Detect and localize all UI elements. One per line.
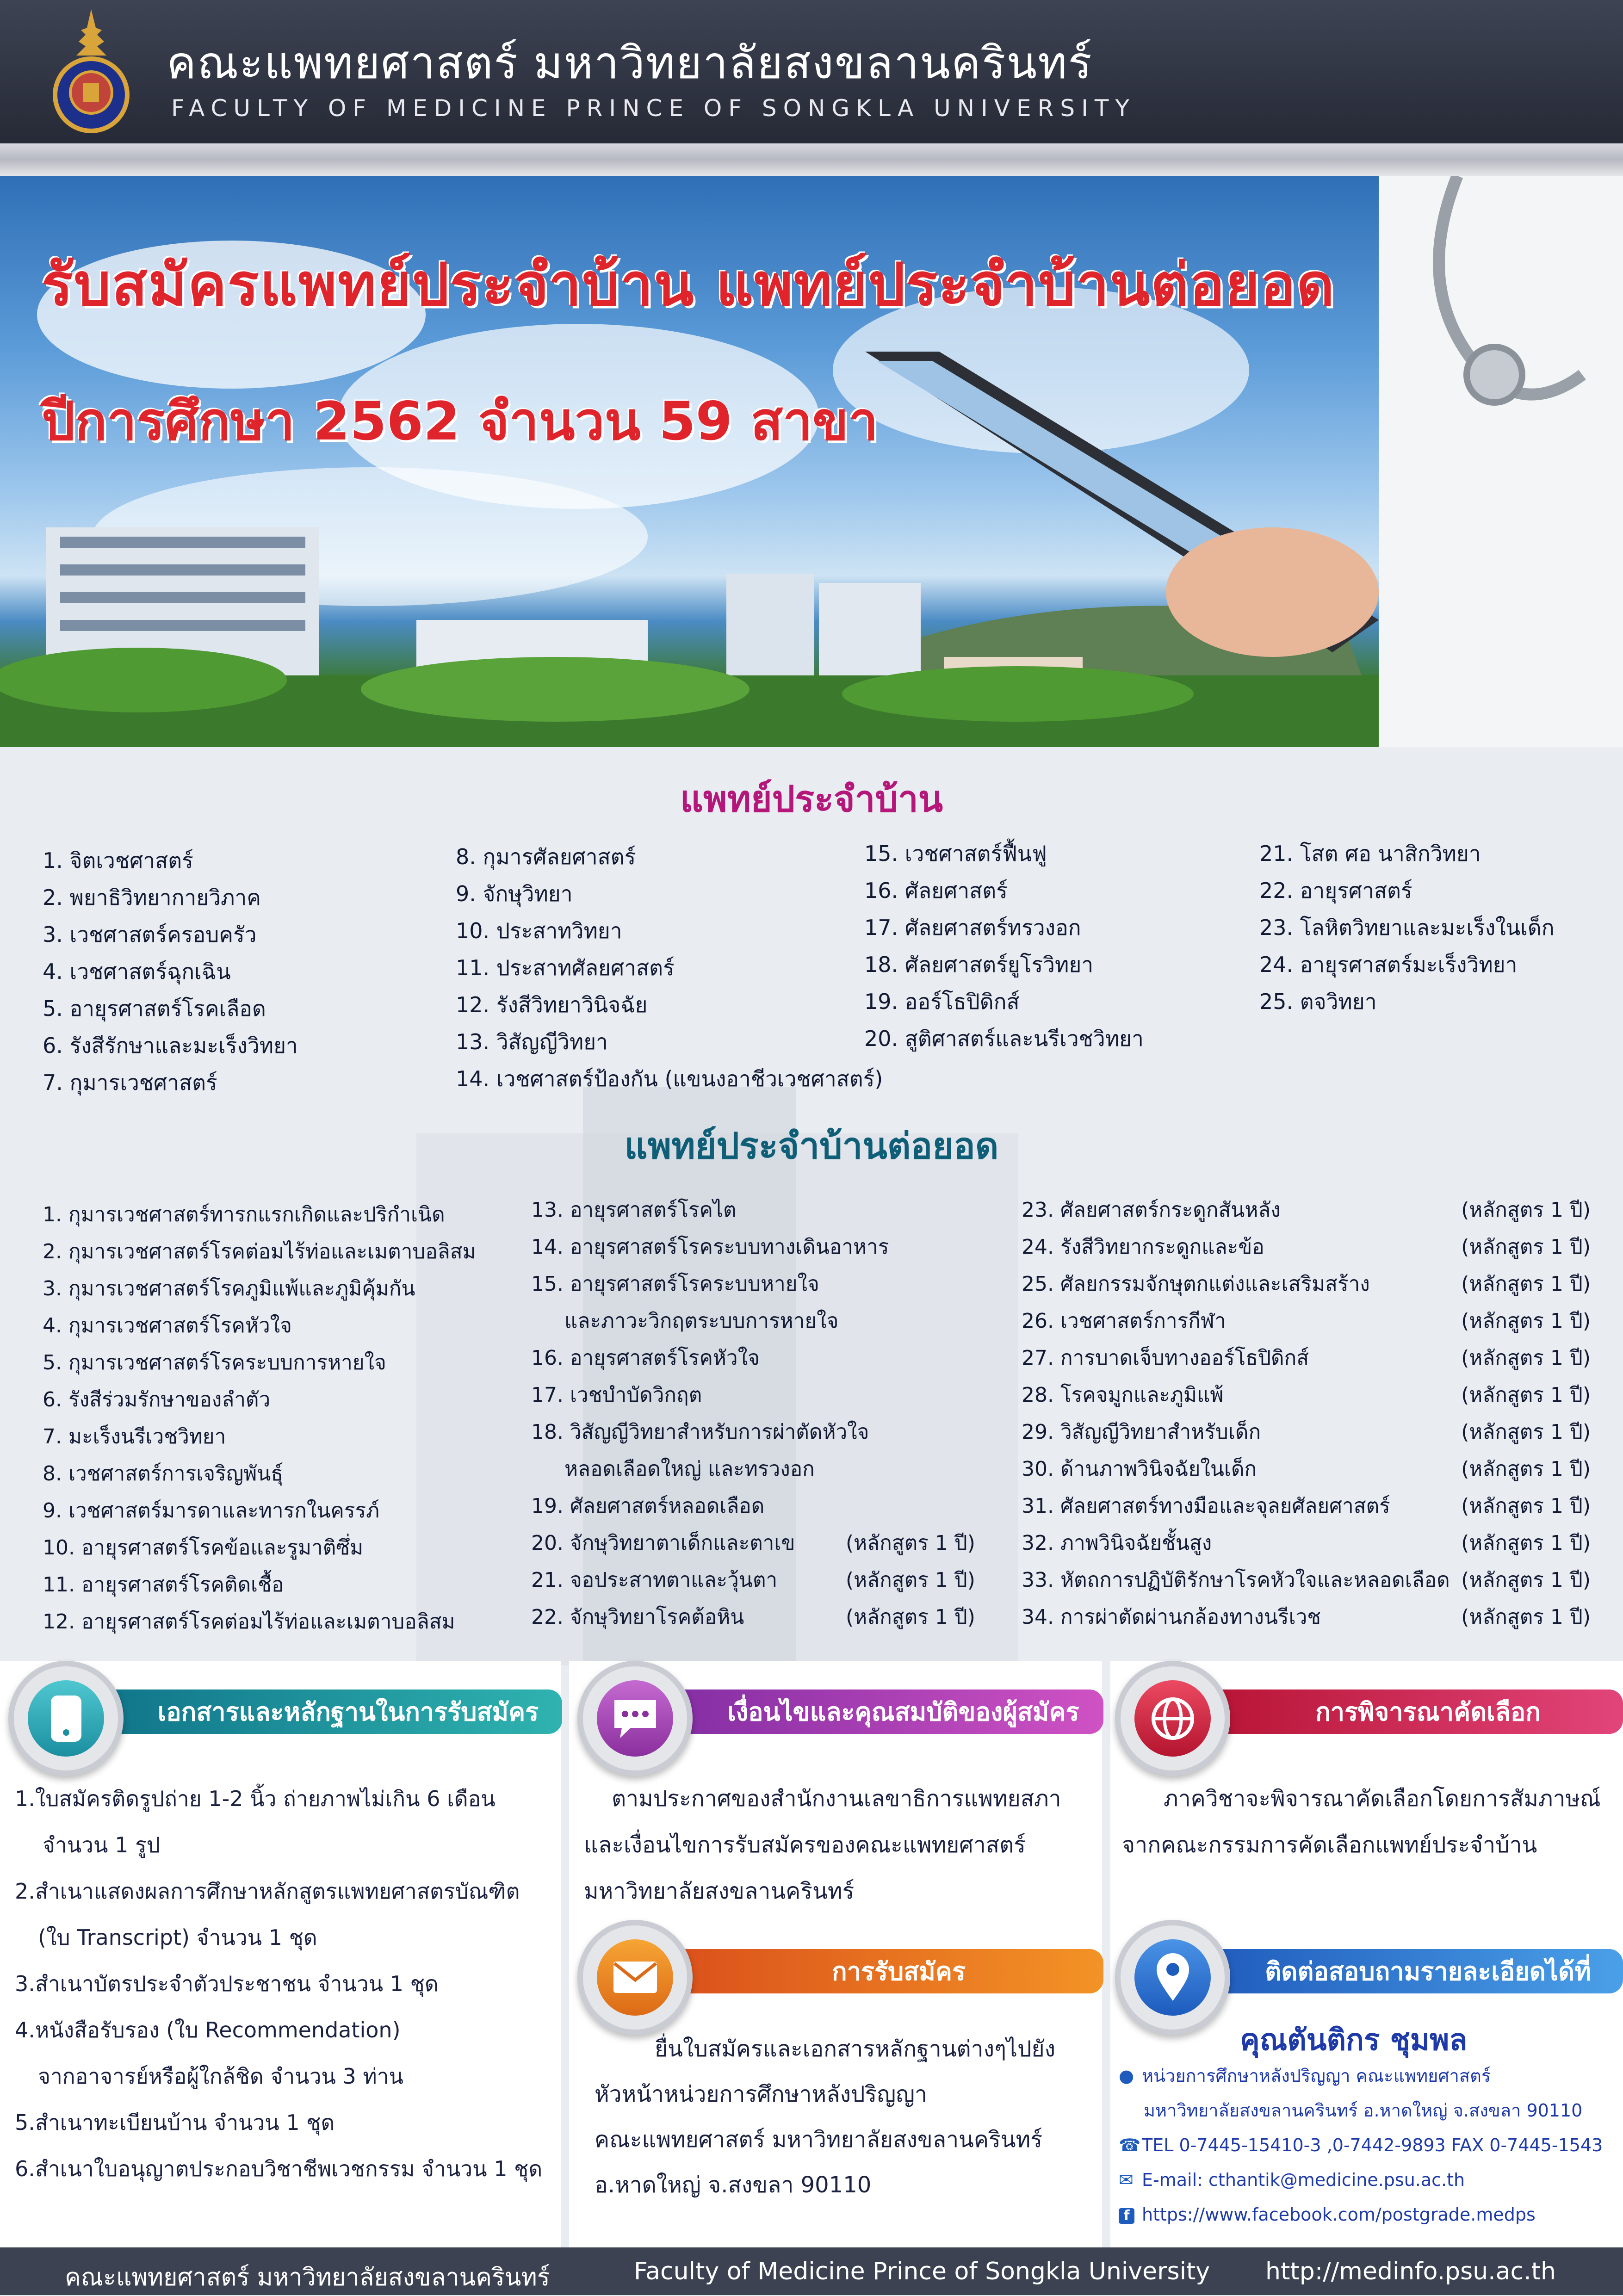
list-item-label: 22. จักษุวิทยาโรคต้อหิน: [531, 1605, 744, 1629]
list-item: [1022, 1598, 1591, 1635]
footer-en: Faculty of Medicine Prince of Songkla University: [634, 2258, 1210, 2285]
list-item: 16. ศัลยศาสตร์: [864, 878, 1008, 903]
list-item: 1. กุมารเวชศาสตร์ทารกแรกเกิดและปริกำเนิด: [43, 1203, 445, 1226]
contact-icon-badge: [1115, 1920, 1230, 2035]
location-pin-icon: [1152, 1950, 1194, 2005]
list-item: 3. เวชศาสตร์ครอบครัว: [43, 922, 257, 947]
list-item: 17. เวชบำบัดวิกฤต: [531, 1383, 702, 1407]
selection-line: จากคณะกรรมการคัดเลือกแพทย์ประจำบ้าน: [1122, 1832, 1537, 1858]
header-divider: [0, 143, 1623, 176]
list-item: หลอดเลือดใหญ่ และทรวงอก: [564, 1457, 815, 1481]
list-item: 22. อายุรศาสตร์: [1259, 878, 1412, 903]
list-item: [1022, 1450, 1591, 1487]
list-item: [1022, 1302, 1591, 1339]
header-title-th: คณะแพทยศาสตร์ มหาวิทยาลัยสงขลานครินทร์: [167, 37, 1093, 89]
list-item-label: 28. โรคจมูกและภูมิแพ้: [1022, 1383, 1224, 1407]
list-item: [1022, 1524, 1591, 1561]
list-item: 4. เวชศาสตร์ฉุกเฉิน: [43, 959, 231, 984]
faculty-seal: [51, 9, 132, 134]
list-item: [1022, 1339, 1591, 1376]
list-item-label: 21. จอประสาทตาและวุ้นตา: [531, 1568, 778, 1592]
conditions-line: ตามประกาศของสำนักงานเลขาธิการแพทยสภา: [612, 1786, 1061, 1812]
residency-list-col2: [456, 838, 883, 1097]
list-item: [531, 1561, 975, 1598]
list-item: 8. เวชศาสตร์การเจริญพันธุ์: [43, 1462, 284, 1485]
list-item: 23. โลหิตวิทยาและมะเร็งในเด็ก: [1259, 915, 1555, 940]
list-item: [531, 1524, 975, 1561]
list-item: [1022, 1265, 1591, 1302]
footer-th: คณะแพทยศาสตร์ มหาวิทยาลัยสงขลานครินทร์: [65, 2264, 550, 2291]
chat-icon: [610, 1696, 661, 1742]
list-item-label: 20. จักษุวิทยาตาเด็กและตาเข: [531, 1531, 795, 1555]
duration-label: (หลักสูตร 1 ปี): [1461, 1568, 1591, 1592]
list-item: 14. เวชศาสตร์ป้องกัน (แขนงอาชีวเวชศาสตร์): [456, 1066, 883, 1091]
application-line: อ.หาดใหญ่ จ.สงขลา 90110: [595, 2172, 872, 2198]
list-item-label: 27. การบาดเจ็บทางออร์โธปิดิกส์: [1022, 1346, 1309, 1370]
list-item: 6. รังสีรักษาและมะเร็งวิทยา: [43, 1033, 298, 1058]
duration-label: (หลักสูตร 1 ปี): [1461, 1235, 1591, 1259]
footer: [0, 2247, 1623, 2295]
application-icon-badge: [577, 1920, 693, 2035]
list-item-label: 25. ศัลยกรรมจักษุตกแต่งและเสริมสร้าง: [1022, 1272, 1370, 1296]
mail-icon: [610, 1957, 661, 1999]
list-item-label: 29. วิสัญญีวิทยาสำหรับเด็ก: [1022, 1420, 1261, 1444]
list-item: [531, 1598, 975, 1635]
list-item: 7. กุมารเวชศาสตร์: [43, 1070, 217, 1095]
selection-title: การพิจารณาคัดเลือก: [1168, 1690, 1623, 1734]
banner-subheadline: ปีการศึกษา 2562 จำนวน 59 สาขา: [42, 390, 879, 452]
fellowship-heading: แพทย์ประจำบ้านต่อยอด: [624, 1126, 999, 1167]
list-item-label: 24. รังสีวิทยากระดูกและข้อ: [1022, 1235, 1264, 1259]
residency-list-col1: [43, 842, 298, 1101]
documents-line: 2.สำเนาแสดงผลการศึกษาหลักสูตรแพทยศาสตรบัณฑิต: [15, 1879, 520, 1904]
list-item: 8. กุมารศัลยศาสตร์: [456, 844, 636, 869]
duration-label: (หลักสูตร 1 ปี): [846, 1605, 975, 1629]
documents-line: 1.ใบสมัครติดรูปถ่าย 1-2 นิ้ว ถ่ายภาพไม่เกิน 6 เดือน: [15, 1786, 496, 1811]
residency-list-col4: [1259, 835, 1555, 1020]
list-item: [1022, 1191, 1591, 1228]
mail-icon: ✉: [1119, 2170, 1134, 2190]
duration-label: (หลักสูตร 1 ปี): [1461, 1605, 1591, 1629]
application-title: การรับสมัคร: [629, 1949, 1103, 1993]
list-item: 13. อายุรศาสตร์โรคไต: [531, 1198, 737, 1222]
list-item-label: 33. หัตถการปฏิบัติรักษาโรคหัวใจและหลอดเลือด: [1022, 1568, 1450, 1592]
fellowship-list-col2: [531, 1191, 975, 1635]
list-item: 18. วิสัญญีวิทยาสำหรับการผ่าตัดหัวใจ: [531, 1420, 869, 1444]
duration-label: (หลักสูตร 1 ปี): [1461, 1531, 1591, 1555]
documents-line: 4.หนังสือรับรอง (ใบ Recommendation): [15, 2018, 401, 2042]
duration-label: (หลักสูตร 1 ปี): [846, 1531, 975, 1555]
list-item: 2. กุมารเวชศาสตร์โรคต่อมไร้ท่อและเมตาบอลิสม: [43, 1240, 476, 1263]
selection-line: ภาควิชาจะพิจารณาคัดเลือกโดยการสัมภาษณ์: [1164, 1786, 1601, 1812]
selection-text: [1122, 1776, 1601, 1868]
fellowship-list-col1: [43, 1196, 476, 1640]
application-line: ยื่นใบสมัครและเอกสารหลักฐานต่างๆไปยัง: [655, 2036, 1056, 2062]
list-item: [1022, 1561, 1591, 1598]
conditions-text: [584, 1776, 1061, 1914]
duration-label: (หลักสูตร 1 ปี): [1461, 1383, 1591, 1407]
conditions-line: มหาวิทยาลัยสงขลานครินทร์: [584, 1878, 855, 1904]
list-item: 19. ออร์โธปิดิกส์: [864, 989, 1020, 1014]
list-item-label: 34. การผ่าตัดผ่านกล้องทางนรีเวช: [1022, 1605, 1321, 1629]
documents-line: (ใบ Transcript) จำนวน 1 ชุด: [38, 1925, 317, 1950]
conditions-icon-badge: [577, 1661, 693, 1776]
banner-headline: รับสมัครแพทย์ประจำบ้าน แพทย์ประจำบ้านต่อยอด: [42, 251, 1336, 319]
list-item: 9. เวชศาสตร์มารดาและทารกในครรภ์: [43, 1499, 380, 1522]
list-item-label: 23. ศัลยศาสตร์กระดูกสันหลัง: [1022, 1198, 1281, 1222]
list-item: 1. จิตเวชศาสตร์: [43, 848, 193, 873]
contact-phone[interactable]: TEL 0-7445-15410-3 ,0-7442-9893 FAX 0-7445-1543: [1142, 2135, 1603, 2155]
list-item: 7. มะเร็งนรีเวชวิทยา: [43, 1425, 226, 1448]
header: [0, 0, 1623, 143]
duration-label: (หลักสูตร 1 ปี): [1461, 1198, 1591, 1222]
list-item: 17. ศัลยศาสตร์ทรวงอก: [864, 915, 1081, 940]
documents-line: 5.สำเนาทะเบียนบ้าน จำนวน 1 ชุด: [15, 2110, 335, 2135]
conditions-line: และเงื่อนไขการรับสมัครของคณะแพทยศาสตร์: [584, 1832, 1026, 1858]
phone-icon: [45, 1693, 87, 1744]
application-text: [595, 2026, 1055, 2208]
list-item: และภาวะวิกฤตระบบการหายใจ: [564, 1309, 839, 1333]
list-item: 24. อายุรศาสตร์มะเร็งวิทยา: [1259, 952, 1518, 977]
footer-url[interactable]: http://medinfo.psu.ac.th: [1265, 2258, 1556, 2285]
duration-label: (หลักสูตร 1 ปี): [1461, 1272, 1591, 1296]
list-item: 2. พยาธิวิทยากายวิภาค: [43, 885, 261, 910]
documents-line: 6.สำเนาใบอนุญาตประกอบวิชาชีพเวชกรรม จำนวน 1 ชุด: [15, 2156, 543, 2181]
location-pin-icon: ●: [1119, 2066, 1134, 2086]
globe-icon: [1147, 1693, 1198, 1744]
list-item-label: 31. ศัลยศาสตร์ทางมือและจุลยศัลยศาสตร์: [1022, 1494, 1390, 1518]
duration-label: (หลักสูตร 1 ปี): [1461, 1457, 1591, 1481]
duration-label: (หลักสูตร 1 ปี): [1461, 1309, 1591, 1333]
documents-icon-badge: [8, 1661, 124, 1776]
duration-label: (หลักสูตร 1 ปี): [846, 1568, 975, 1592]
documents-text: [15, 1776, 542, 2192]
list-item: 25. ตจวิทยา: [1259, 989, 1377, 1014]
application-line: หัวหน้าหน่วยการศึกษาหลังปริญญา: [595, 2081, 927, 2107]
phone-icon: ☎: [1119, 2135, 1141, 2155]
list-item: 20. สูติศาสตร์และนรีเวชวิทยา: [864, 1026, 1144, 1051]
list-item: 14. อายุรศาสตร์โรคระบบทางเดินอาหาร: [531, 1235, 889, 1259]
list-item: 19. ศัลยศาสตร์หลอดเลือด: [531, 1494, 765, 1518]
list-item: 10. ประสาทวิทยา: [456, 918, 622, 943]
contact-title: ติดต่อสอบถามรายละเอียดได้ที่: [1168, 1949, 1623, 1993]
duration-label: (หลักสูตร 1 ปี): [1461, 1494, 1591, 1518]
documents-title: เอกสารและหลักฐานในการรับสมัคร: [60, 1690, 562, 1734]
conditions-title: เงื่อนไขและคุณสมบัติของผู้สมัคร: [629, 1690, 1103, 1734]
list-item: 3. กุมารเวชศาสตร์โรคภูมิแพ้และภูมิคุ้มกัน: [43, 1277, 415, 1300]
fellowship-list-col3: [1022, 1191, 1591, 1635]
contact-address-2: มหาวิทยาลัยสงขลานครินทร์ อ.หาดใหญ่ จ.สงขลา 90110: [1144, 2100, 1583, 2121]
header-title-en: FACULTY OF MEDICINE PRINCE OF SONGKLA UNIVERSITY: [171, 95, 1136, 122]
duration-label: (หลักสูตร 1 ปี): [1461, 1346, 1591, 1370]
list-item: 10. อายุรศาสตร์โรคข้อและรูมาติซึ่ม: [43, 1536, 364, 1560]
list-item: 21. โสต ศอ นาสิกวิทยา: [1259, 841, 1481, 866]
list-item-label: 32. ภาพวินิจฉัยชั้นสูง: [1022, 1531, 1212, 1555]
list-item: [1022, 1413, 1591, 1450]
residency-heading: แพทย์ประจำบ้าน: [680, 779, 943, 820]
list-item: [1022, 1376, 1591, 1413]
list-item: 13. วิสัญญีวิทยา: [456, 1029, 608, 1054]
list-item: 12. อายุรศาสตร์โรคต่อมไร้ท่อและเมตาบอลิสม: [43, 1610, 455, 1634]
residency-list-col3: [864, 835, 1144, 1057]
selection-icon-badge: [1115, 1661, 1230, 1776]
documents-line: จากอาจารย์หรือผู้ใกล้ชิด จำนวน 3 ท่าน: [38, 2064, 403, 2089]
list-item: [1022, 1228, 1591, 1265]
contact-email[interactable]: E-mail: cthantik@medicine.psu.ac.th: [1142, 2170, 1465, 2190]
documents-line: 3.สำเนาบัตรประจำตัวประชาชน จำนวน 1 ชุด: [15, 1971, 439, 1996]
list-item: 4. กุมารเวชศาสตร์โรคหัวใจ: [43, 1314, 292, 1337]
list-item: 18. ศัลยศาสตร์ยูโรวิทยา: [864, 952, 1094, 977]
list-item: 9. จักษุวิทยา: [456, 881, 573, 906]
list-item-label: 26. เวชศาสตร์การกีฬา: [1022, 1309, 1226, 1333]
list-item: 16. อายุรศาสตร์โรคหัวใจ: [531, 1346, 760, 1370]
documents-line: จำนวน 1 รูป: [43, 1832, 160, 1857]
list-item: 11. ประสาทศัลยศาสตร์: [456, 955, 675, 980]
list-item: 12. รังสีวิทยาวินิจฉัย: [456, 992, 648, 1017]
list-item: 5. อายุรศาสตร์โรคเลือด: [43, 996, 266, 1021]
contact-details: [1119, 2059, 1603, 2232]
facebook-icon: f: [1119, 2208, 1134, 2224]
contact-facebook-link[interactable]: https://www.facebook.com/postgrade.medps: [1142, 2204, 1536, 2225]
application-line: คณะแพทยศาสตร์ มหาวิทยาลัยสงขลานครินทร์: [595, 2127, 1042, 2153]
hero-banner: [0, 176, 1623, 747]
list-item: 6. รังสีร่วมรักษาของลำตัว: [43, 1388, 271, 1411]
list-item: [1022, 1487, 1591, 1524]
list-item: 15. เวชศาสตร์ฟื้นฟู: [864, 841, 1047, 866]
contact-address-1: หน่วยการศึกษาหลังปริญญา คณะแพทยศาสตร์: [1142, 2066, 1491, 2086]
contact-name: คุณตันติกร ชุมพล: [1240, 2023, 1468, 2057]
list-item: 15. อายุรศาสตร์โรคระบบหายใจ: [531, 1272, 819, 1296]
list-item: 5. กุมารเวชศาสตร์โรคระบบการหายใจ: [43, 1351, 386, 1374]
duration-label: (หลักสูตร 1 ปี): [1461, 1420, 1591, 1444]
list-item-label: 30. ด้านภาพวินิจฉัยในเด็ก: [1022, 1457, 1257, 1481]
list-item: 11. อายุรศาสตร์โรคติดเชื้อ: [43, 1573, 284, 1597]
